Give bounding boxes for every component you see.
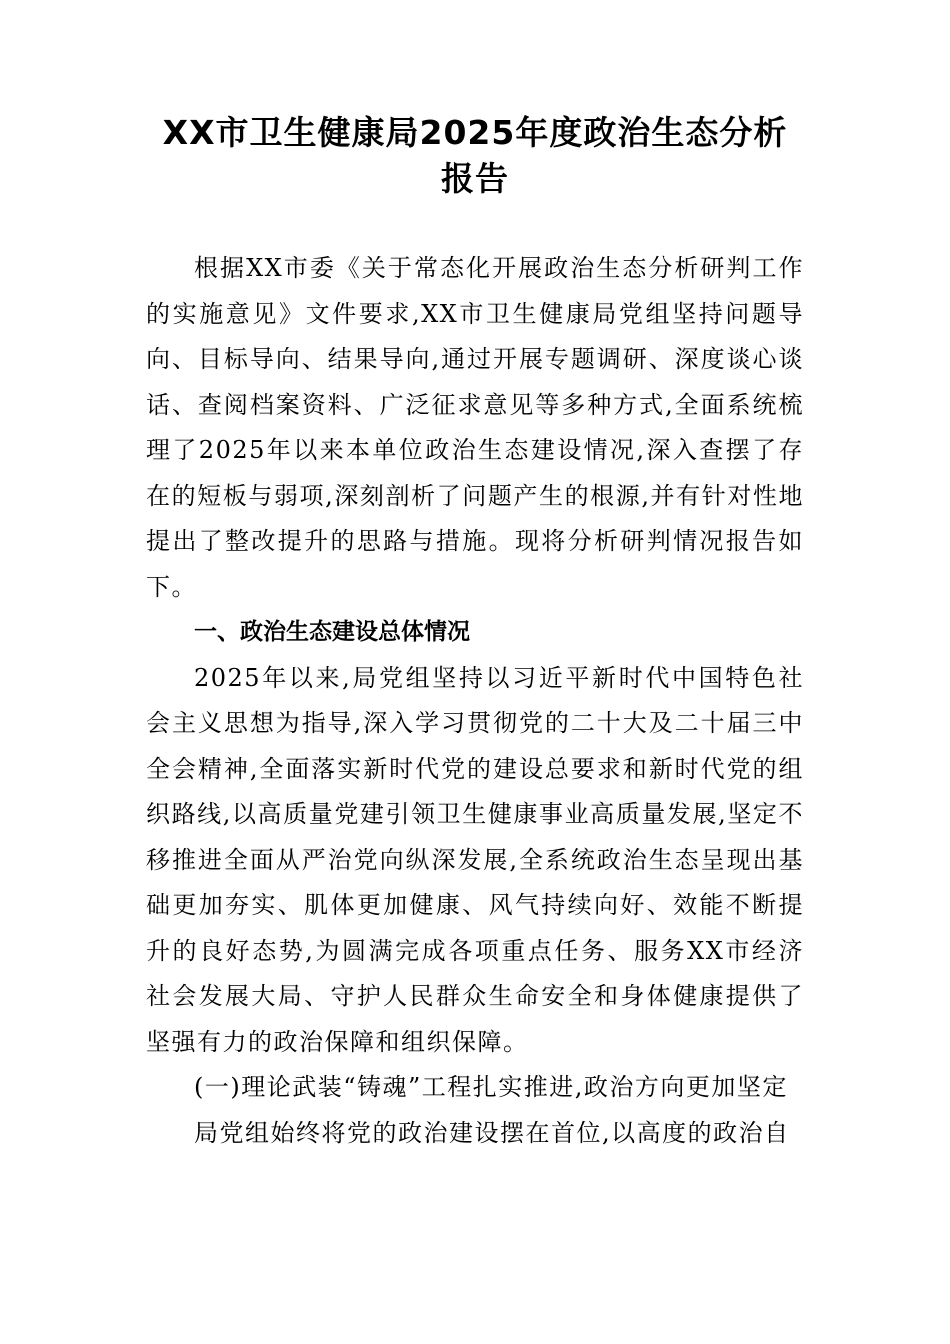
subsection-heading-theory: (一)理论武装“铸魂”工程扎实推进,政治方向更加坚定 [194,1073,788,1101]
document-title: XX市卫生健康局2025年度政治生态分析报告 [162,113,788,198]
subsection-theory-paragraph: 局党组始终将党的政治建设摆在首位,以高度的政治自 [194,1118,790,1147]
section-heading-overall: 一、政治生态建设总体情况 [194,619,470,645]
section-overall-paragraph: 2025年以来,局党组坚持以习近平新时代中国特色社会主义思想为指导,深入学习贯彻党的二十大及二十届三中全会精神,全面落实新时代党的建设总要求和新时代党的组织路线,以高质量党建引领卫生健康事业高质量发展,坚定不移推进全面从严治党向纵深发展,全系统政治生态呈现出基础更加夯实、肌体更加健康、风气持续向好、效能不断提升的良好态势,为圆满完成各项重点任务、服务XX市经济社会发展大局、守护人民群众生命安全和身体健康提供了坚强有力的政治保障和组织保障。 [146,663,804,1056]
intro-paragraph: 根据XX市委《关于常态化开展政治生态分析研判工作的实施意见》文件要求,XX市卫生健康局党组坚持问题导向、目标导向、结果导向,通过开展专题调研、深度谈心谈话、查阅档案资料、广泛征求意见等多种方式,全面系统梳理了2025年以来本单位政治生态建设情况,深入查摆了存在的短板与弱项,深刻剖析了问题产生的根源,并有针对性地提出了整改提升的思路与措施。现将分析研判情况报告如下。 [146,254,804,601]
